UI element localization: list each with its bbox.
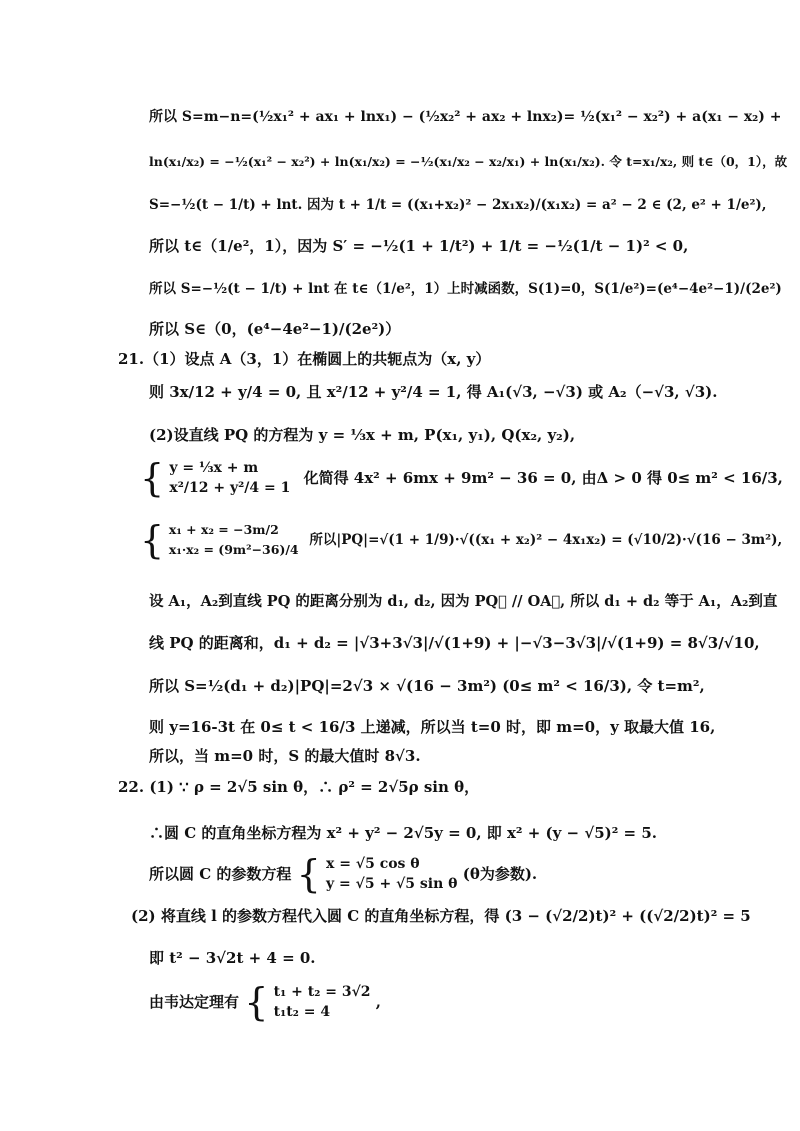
text-line: 所以 t∈（1/e²，1），因为 S′ = −½(1 + 1/t²) + 1/t = −½(1/t − 1)² < 0, <box>149 237 689 255</box>
brace-glyph: { <box>296 852 321 896</box>
text-line: 则 y=16-3t 在 0≤ t < 16/3 上递减，所以当 t=0 时，即 m=0，y 取最大值 16, <box>149 718 716 736</box>
text-line: ∴圆 C 的直角坐标方程为 x² + y² − 2√5y = 0, 即 x² + (y − √5)² = 5. <box>149 824 657 842</box>
brace-glyph: { <box>140 456 165 500</box>
text-line: S=−½(t − 1/t) + lnt. 因为 t + 1/t = ((x₁+x₂)² − 2x₁x₂)/(x₁x₂) = a² − 2 ∈ (2, e² + 1/e²), <box>149 197 767 213</box>
text-line: (2)设直线 PQ 的方程为 y = ⅓x + m, P(x₁, y₁), Q(x₂, y₂), <box>149 426 576 444</box>
equation-system: { x₁ + x₂ = −3m/2 x₁·x₂ = (9m²−36)/4 所以|PQ|=√(1 + 1/9)·√((x₁ + x₂)² − 4x₁x₂) = (√10/2)·√(16 − 3m²), <box>140 518 783 562</box>
text-line: 所以，当 m=0 时，S 的最大值时 8√3. <box>149 747 421 765</box>
text-line: 所以 S=−½(t − 1/t) + lnt 在 t∈（1/e²，1）上时减函数，S(1)=0，S(1/e²)=(e⁴−4e²−1)/(2e²) <box>149 281 782 297</box>
problem-22-heading: 22. (1) ∵ ρ = 2√5 sin θ，∴ ρ² = 2√5ρ sin θ， <box>118 778 480 796</box>
text-line: 所以 S=m−n=(½x₁² + ax₁ + lnx₁) − (½x₂² + ax₂ + lnx₂)= ½(x₁² − x₂²) + a(x₁ − x₂) + <box>149 109 782 125</box>
text-line: 即 t² − 3√2t + 4 = 0. <box>149 949 316 967</box>
text-line: ln(x₁/x₂) = −½(x₁² − x₂²) + ln(x₁/x₂) = −½(x₁/x₂ − x₂/x₁) + ln(x₁/x₂). 令 t=x₁/x₂, 则 t∈（0，1），故 <box>149 154 788 169</box>
problem-21-heading: 21.（1）设点 A（3，1）在椭圆上的共轭点为（x, y） <box>118 350 491 368</box>
brace-glyph: { <box>244 980 269 1024</box>
text-line: 线 PQ 的距离和，d₁ + d₂ = |√3+3√3|/√(1+9) + |−√3−3√3|/√(1+9) = 8√3/√10, <box>149 634 760 652</box>
vieta-system-line: 由韦达定理有 { t₁ + t₂ = 3√2 t₁t₂ = 4 , <box>149 980 381 1024</box>
text-line: 则 3x/12 + y/4 = 0, 且 x²/12 + y²/4 = 1, 得 A₁(√3, −√3) 或 A₂（−√3, √3). <box>149 383 718 401</box>
text-line: (2) 将直线 l 的参数方程代入圆 C 的直角坐标方程，得 (3 − (√2/2)t)² + ((√2/2)t)² = 5 <box>131 907 751 925</box>
equation-system: { y = ⅓x + m x²/12 + y²/4 = 1 化简得 4x² + 6mx + 9m² − 36 = 0, 由Δ > 0 得 0≤ m² < 16/3, <box>140 456 783 500</box>
text-line: 所以 S=½(d₁ + d₂)|PQ|=2√3 × √(16 − 3m²) (0≤ m² < 16/3), 令 t=m², <box>149 677 705 695</box>
text-line: 所以 S∈（0，(e⁴−4e²−1)/(2e²)） <box>149 320 401 338</box>
brace-glyph: { <box>140 518 165 562</box>
parametric-equation-line: 所以圆 C 的参数方程 { x = √5 cos θ y = √5 + √5 sin θ (θ为参数). <box>149 852 538 896</box>
text-line: 设 A₁，A₂到直线 PQ 的距离分别为 d₁, d₂, 因为 PQ⃗ // OA⃗, 所以 d₁ + d₂ 等于 A₁，A₂到直 <box>149 593 778 610</box>
